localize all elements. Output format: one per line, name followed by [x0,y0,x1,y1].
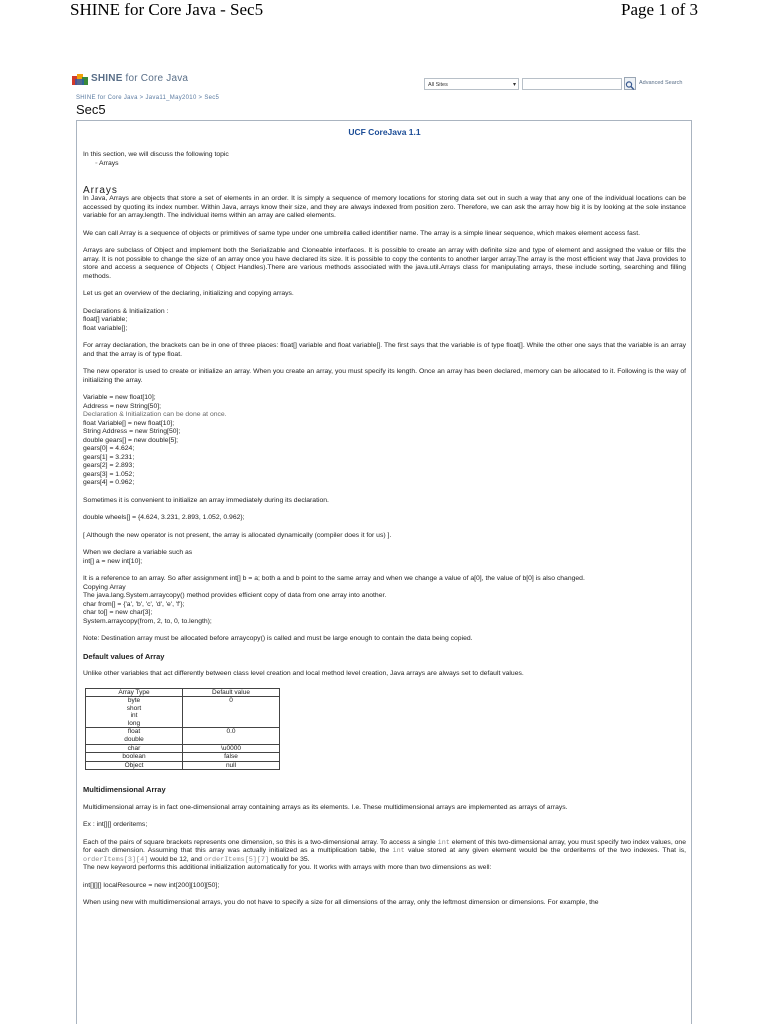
dropdown-arrow-icon: ▾ [512,82,516,88]
print-header [0,0,768,22]
table-cell: false [183,753,280,762]
page-title: Sec5 [76,102,106,117]
default-values-table [85,688,280,771]
search-scope-select[interactable]: All Sites ▾ [424,78,519,90]
declaration-example: When we declare a variable such as int[] a = new int[10]; [83,549,193,565]
copy-block: It is a reference to an array. So after assignment int[] b = a; both a and b point to the same array and when we change a value of a[0], the value of b[0] is also changed. Copying Array The java.lang.System.arraycopy() method provides efficient copy of data from one array into another. char from[] = {'a', 'b', 'c', 'd', 'e', 'f'}; char to[] = new char[3]; System.arraycopy(from, 2, to, 0, to.length); [83,575,585,625]
table-cell: 0 [183,697,280,728]
table-row [86,728,280,744]
site-header [72,72,696,94]
table-cell: boolean [86,753,183,762]
paragraph: For array declaration, the brackets can be in one of three places: float[] variable and float variable[]. The first says that the variable is of type float[]. While the other one says that the variable is an array and that the array is of type float. [83,342,686,358]
paragraph: double wheels[] = {4.624, 3.231, 2.893, 1.052, 0.962}; [83,514,245,521]
page-number: Page 1 of 3 [621,0,698,19]
table-cell: \u0000 [183,744,280,753]
paragraph: The new operator is used to create or initialize an array. When you create an array, you must specify its length. Once an array has been declared, memory can be allocated to it. Following is the way of initializing the array. [83,368,686,384]
intro-text: In this section, we will discuss the following topic [83,150,229,158]
paragraph: Arrays are subclass of Object and implement both the Serializable and Cloneable interfaces. It is possible to create an array with definite size and type of element and assigned the value or fills the array. It is not possible to change the size of an array once you have declared its size. It is possible to copy the contents to another larger array.The array is the most efficient way that Java provides to store and access a sequence of Objects ( Object Handles).There are various methods associated with the java.util.Arrays class for manipulating arrays, these include sorting, searching and filling methods. [83,247,686,280]
search-button[interactable] [624,77,636,90]
topic-list: ◦ Arrays [95,160,119,167]
print-title: SHINE for Core Java - Sec5 [70,0,264,19]
content-panel [76,120,692,1024]
table-cell: char [86,744,183,753]
paragraph: Unlike other variables that act differently between class level creation and local method level creation, Java arrays are always set to default values. [83,670,524,677]
section-heading-arrays: Arrays [83,184,118,196]
table-cell: 0.0 [183,728,280,744]
table-row [86,744,280,753]
paragraph: When using new with multidimensional arrays, you do not have to specify a size for all dimensions of the array, only the leftmost dimension or dimensions. For example, the [83,899,599,907]
table-row [86,697,280,728]
initialization-block: Variable = new float[10]; Address = new String[50]; Declaration & Initialization can be done at once. float Variable[] = new float[10]; String Address = new String[50]; double gears[] = new double[5]; gears[0] = 4.624; gears[1] = 3.231; gears[2] = 2.893; gears[3] = 1.052; gears[4] = 0.962; [83,394,227,486]
table-header: Array Type [86,688,183,697]
paragraph: Each of the pairs of square brackets represents one dimension, so this is a two-dimensional array. To access a single int element of this two-dimensional array, you must specify two index values, one for each dimension. Assuming that this array was actually initialized as a multiplication table, the int value stored at any given element would be the orderitems of the two indexes. That is, orderItems[3][4] would be 12, and orderItems[5][7] would be 35. [83,838,686,864]
table-header: Default value [183,688,280,697]
table-cell: Object [86,761,183,770]
paragraph: [ Although the new operator is not present, the array is allocated dynamically (compiler does it for us) ]. [83,531,392,539]
paragraph: Let us get an overview of the declaring, initializing and copying arrays. [83,290,294,297]
paragraph: Sometimes it is convenient to initialize an array immediately during its declaration. [83,496,329,504]
table-row [86,761,280,770]
paragraph: In Java, Arrays are objects that store a set of elements in an order. It is simply a sequence of memory locations for storing data set out in such a way that any one of the individual locations can be accessed by quoting its index number. Within Java, arrays know their size, and they are always indexed from position zero. Therefore, we can ask the array how big it is by looking at the sole instance variable for an array.length. The individual items within an array are called elements. [83,195,686,219]
site-name[interactable]: SHINE for Core Java [91,73,189,84]
section-heading-defaults: Default values of Array [83,651,165,661]
site-logo-icon [72,73,88,87]
paragraph: Note: Destination array must be allocated before arraycopy() is called and must be large enough to contain the data being copied. [83,635,473,642]
paragraph: We can call Array is a sequence of objects or primitives of same type under one umbrella called identifier name. The array is a simple linear sequence, which makes element access fast. [83,229,640,237]
table-cell: byte short int long [86,697,183,728]
paragraph: int[][][] localResource = new int[200][100][50]; [83,881,220,889]
table-cell: float double [86,728,183,744]
topic-item: Arrays [98,160,119,167]
declaration-block: Declarations & Initialization : float[] variable; float variable[]; [83,307,169,332]
advanced-search-link[interactable]: Advanced Search [639,80,683,86]
search-input[interactable] [522,78,622,90]
table-cell: null [183,761,280,770]
table-header-row [86,688,280,697]
search-icon [625,80,635,91]
paragraph: The new keyword performs this additional initialization automatically for you. It works with arrays with more than two dimensions as well: [83,864,492,872]
document-title: UCF CoreJava 1.1 [348,127,421,137]
section-heading-multidimensional: Multidimensional Array [83,785,166,795]
breadcrumb[interactable]: SHINE for Core Java > Java11_May2010 > Sec5 [76,95,220,101]
paragraph: Ex : int[][] orderitems; [83,821,148,829]
table-row [86,753,280,762]
paragraph: Multidimensional array is in fact one-dimensional array containing arrays as its elements. I.e. These multidimensional arrays are implemented as arrays of arrays. [83,803,568,811]
